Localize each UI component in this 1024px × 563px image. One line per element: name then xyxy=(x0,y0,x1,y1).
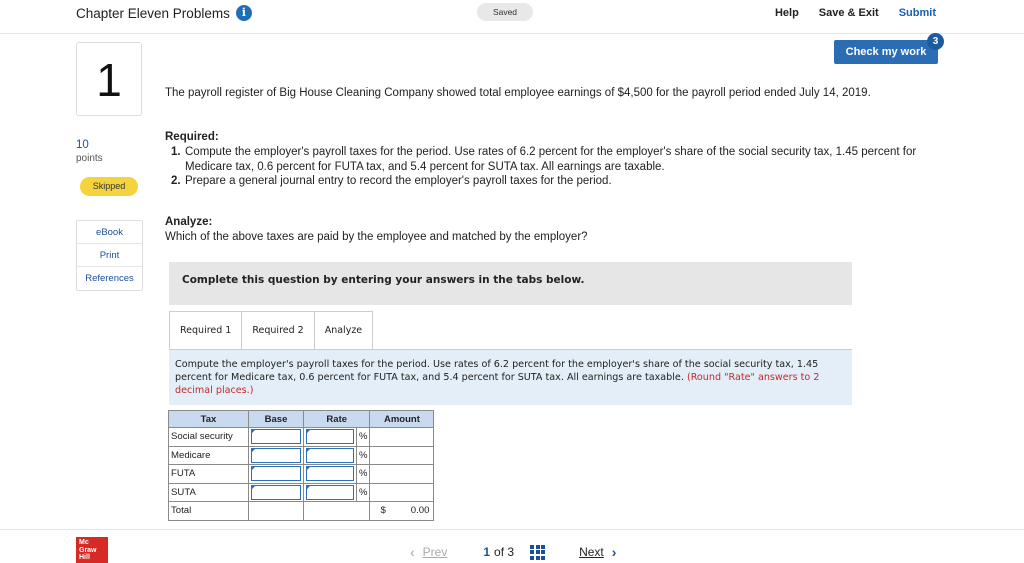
header-amount: Amount xyxy=(370,411,434,428)
required-item-text: Compute the employer's payroll taxes for the period. Use rates of 6.2 percent for the employer's share of the social security tax, 1.45 percent for Medicare tax, 0.6 percent for FUTA tax, and 5.4 percent for SUTA tax. All earnings are taxable. xyxy=(185,146,917,173)
header-base: Base xyxy=(249,411,304,428)
percent-sign: % xyxy=(357,483,370,502)
current-question: 1 xyxy=(483,545,491,559)
total-value: 0.00 xyxy=(410,505,430,517)
mcgraw-hill-logo: Mc Graw Hill xyxy=(76,537,108,563)
chevron-left-icon: ‹ xyxy=(410,544,415,560)
futa-rate-input[interactable] xyxy=(306,466,354,481)
medicare-rate-input[interactable] xyxy=(306,448,354,463)
futa-amount xyxy=(370,465,434,484)
table-row xyxy=(169,465,434,484)
table-total-row xyxy=(169,502,434,521)
question-navigation xyxy=(410,544,616,560)
points-value: 10 xyxy=(76,139,89,151)
check-my-work-button[interactable]: Check my work xyxy=(834,40,938,64)
answer-tabs xyxy=(169,311,372,349)
analyze-heading: Analyze: xyxy=(165,216,213,228)
prev-button[interactable] xyxy=(410,544,447,560)
social-security-base-input[interactable] xyxy=(251,429,301,444)
rounding-note: (Round "Rate" answers to 2 decimal places.) xyxy=(175,372,820,396)
submit-link[interactable]: Submit xyxy=(898,7,936,19)
required-item xyxy=(171,145,921,174)
resources-panel xyxy=(76,220,143,291)
problem-intro: The payroll register of Big House Cleaning Company showed total employee earnings of $4,500 for the payroll period ended July 14, 2019. xyxy=(165,87,871,99)
futa-base-input[interactable] xyxy=(251,466,301,481)
table-row xyxy=(169,483,434,502)
suta-base-input[interactable] xyxy=(251,485,301,500)
table-header-row xyxy=(169,411,434,428)
grid-icon[interactable] xyxy=(530,545,545,560)
percent-sign: % xyxy=(357,465,370,484)
question-number: 1 xyxy=(76,42,142,116)
analyze-question: Which of the above taxes are paid by the employee and matched by the employer? xyxy=(165,231,588,243)
social-security-rate-input[interactable] xyxy=(306,429,354,444)
table-row xyxy=(169,428,434,447)
prev-label: Prev xyxy=(422,545,448,559)
top-links xyxy=(775,7,936,19)
tab-required-2[interactable]: Required 2 xyxy=(241,311,314,349)
total-amount xyxy=(370,502,434,521)
suta-amount xyxy=(370,483,434,502)
assignment-title-text: Chapter Eleven Problems xyxy=(76,5,230,21)
payroll-tax-table xyxy=(168,410,434,521)
percent-sign: % xyxy=(357,446,370,465)
page-indicator xyxy=(483,545,514,559)
skipped-status-badge: Skipped xyxy=(80,177,138,196)
percent-sign: % xyxy=(357,428,370,447)
tab-analyze[interactable]: Analyze xyxy=(314,311,373,349)
medicare-amount xyxy=(370,446,434,465)
assignment-title xyxy=(76,5,252,21)
next-label: Next xyxy=(579,545,604,559)
header-tax: Tax xyxy=(169,411,249,428)
total-label: Total xyxy=(169,502,249,521)
tab-prompt xyxy=(169,349,852,405)
chevron-right-icon: › xyxy=(611,544,617,560)
footer-divider xyxy=(0,529,1024,530)
ebook-link[interactable]: eBook xyxy=(77,221,142,244)
top-bar xyxy=(0,0,1024,34)
table-row xyxy=(169,446,434,465)
required-item xyxy=(171,174,921,189)
prompt-text: Compute the employer's payroll taxes for the period. Use rates of 6.2 percent for the employer's share of the social security tax, 1.45 percent for Medicare tax, 0.6 percent for FUTA tax, and 5.4 percent for SUTA tax. All earnings are taxable. xyxy=(175,359,819,383)
check-attempts-badge: 3 xyxy=(927,33,944,50)
print-link[interactable]: Print xyxy=(77,244,142,267)
question-total: of 3 xyxy=(494,545,515,559)
required-item-number: 2. xyxy=(171,175,181,187)
suta-rate-input[interactable] xyxy=(306,485,354,500)
references-link[interactable]: References xyxy=(85,273,134,284)
tax-label: Social security xyxy=(169,428,249,447)
required-item-text: Prepare a general journal entry to record the employer's payroll taxes for the period. xyxy=(185,175,612,187)
next-button[interactable] xyxy=(579,544,616,560)
saved-status-badge: Saved xyxy=(477,3,533,21)
tax-label: FUTA xyxy=(169,465,249,484)
tab-required-1[interactable]: Required 1 xyxy=(169,311,242,349)
info-icon[interactable]: i xyxy=(236,5,252,21)
social-security-amount xyxy=(370,428,434,447)
currency-sign: $ xyxy=(380,505,386,517)
required-item-number: 1. xyxy=(171,146,181,158)
tax-label: SUTA xyxy=(169,483,249,502)
header-rate: Rate xyxy=(304,411,370,428)
required-heading: Required: xyxy=(165,131,219,143)
points-label: points xyxy=(76,153,103,164)
tax-label: Medicare xyxy=(169,446,249,465)
save-exit-link[interactable]: Save & Exit xyxy=(818,7,879,19)
help-link[interactable]: Help xyxy=(774,7,799,19)
instruction-bar: Complete this question by entering your answers in the tabs below. xyxy=(169,262,852,305)
medicare-base-input[interactable] xyxy=(251,448,301,463)
required-list xyxy=(171,145,921,189)
